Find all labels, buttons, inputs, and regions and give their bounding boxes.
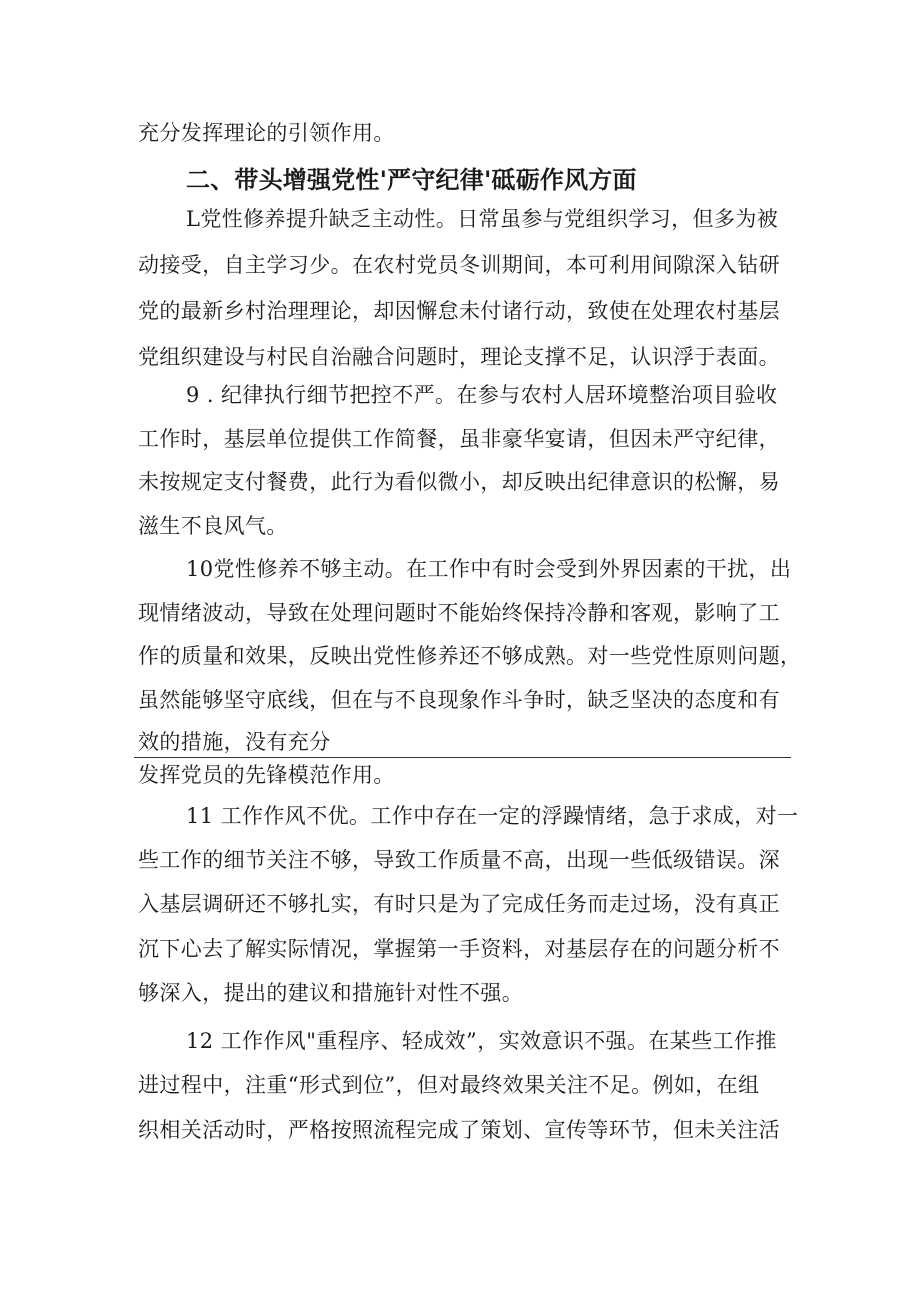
intro-line: 充分发挥理论的引领作用。 — [138, 121, 395, 145]
section-heading: 二、带头增强党性'严守纪律'砥砺作风方面 — [186, 166, 637, 194]
paragraph-3-line-3: 作的质量和效果，反映出党性修养还不够成熟。对一些党性原则问题， — [138, 644, 802, 668]
paragraph-4-line-2: 些工作的细节关注不够，导致工作质量不高，出现一些低级错误。深 — [138, 848, 780, 872]
page-divider — [134, 757, 791, 758]
paragraph-5-line-1: 12 工作作风"重程序、轻成效”，实效意识不强。在某些工作推 — [186, 1029, 777, 1053]
paragraph-5-line-2: 进过程中，注重“形式到位”，但对最终效果关注不足。例如，在组 — [138, 1073, 760, 1097]
paragraph-4-line-4: 沉下心去了解实际情况，掌握第一手资料，对基层存在的问题分析不 — [138, 937, 780, 961]
paragraph-1-line-3: 党的最新乡村治理理论，却因懈怠未付诸行动，致使在处理农村基层 — [138, 299, 780, 323]
paragraph-3-line-2: 现情绪波动，导致在处理问题时不能始终保持冷静和客观，影响了工 — [138, 601, 780, 625]
paragraph-1-line-1: L党性修养提升缺乏主动性。日常虽参与党组织学习，但多为被 — [186, 207, 779, 231]
paragraph-2-line-2: 工作时，基层单位提供工作简餐，虽非豪华宴请，但因未严守纪律， — [138, 427, 780, 451]
paragraph-3-line-4: 虽然能够坚守底线，但在与不良现象作斗争时，缺乏坚决的态度和有 — [138, 688, 780, 712]
paragraph-3-line-1: 10党性修养不够主动。在工作中有时会受到外界因素的干扰，出 — [186, 557, 792, 581]
paragraph-4-line-1: 11 工作作风不优。工作中存在一定的浮躁情绪，急于求成，对一 — [186, 804, 799, 828]
paragraph-2-line-1: 9 . 纪律执行细节把控不严。在参与农村人居环境整治项目验收 — [186, 383, 778, 407]
paragraph-2-line-4: 滋生不良风气。 — [138, 514, 288, 538]
paragraph-1-line-2: 动接受，自主学习少。在农村党员冬训期间，本可利用间隙深入钻研 — [138, 253, 780, 277]
paragraph-1-line-4: 党组织建设与村民自治融合问题时，理论支撑不足，认识浮于表面。 — [138, 345, 780, 369]
paragraph-3-line-6: 发挥党员的先锋模范作用。 — [138, 763, 395, 787]
paragraph-5-line-3: 织相关活动时，严格按照流程完成了策划、宣传等环节，但未关注活 — [138, 1118, 780, 1142]
paragraph-2-line-3: 未按规定支付餐费，此行为看似微小，却反映出纪律意识的松懈，易 — [138, 470, 780, 494]
paragraph-3-line-5: 效的措施，没有充分 — [138, 730, 331, 754]
paragraph-4-line-5: 够深入，提出的建议和措施针对性不强。 — [138, 981, 524, 1005]
paragraph-4-line-3: 入基层调研还不够扎实，有时只是为了完成任务而走过场，没有真正 — [138, 892, 780, 916]
